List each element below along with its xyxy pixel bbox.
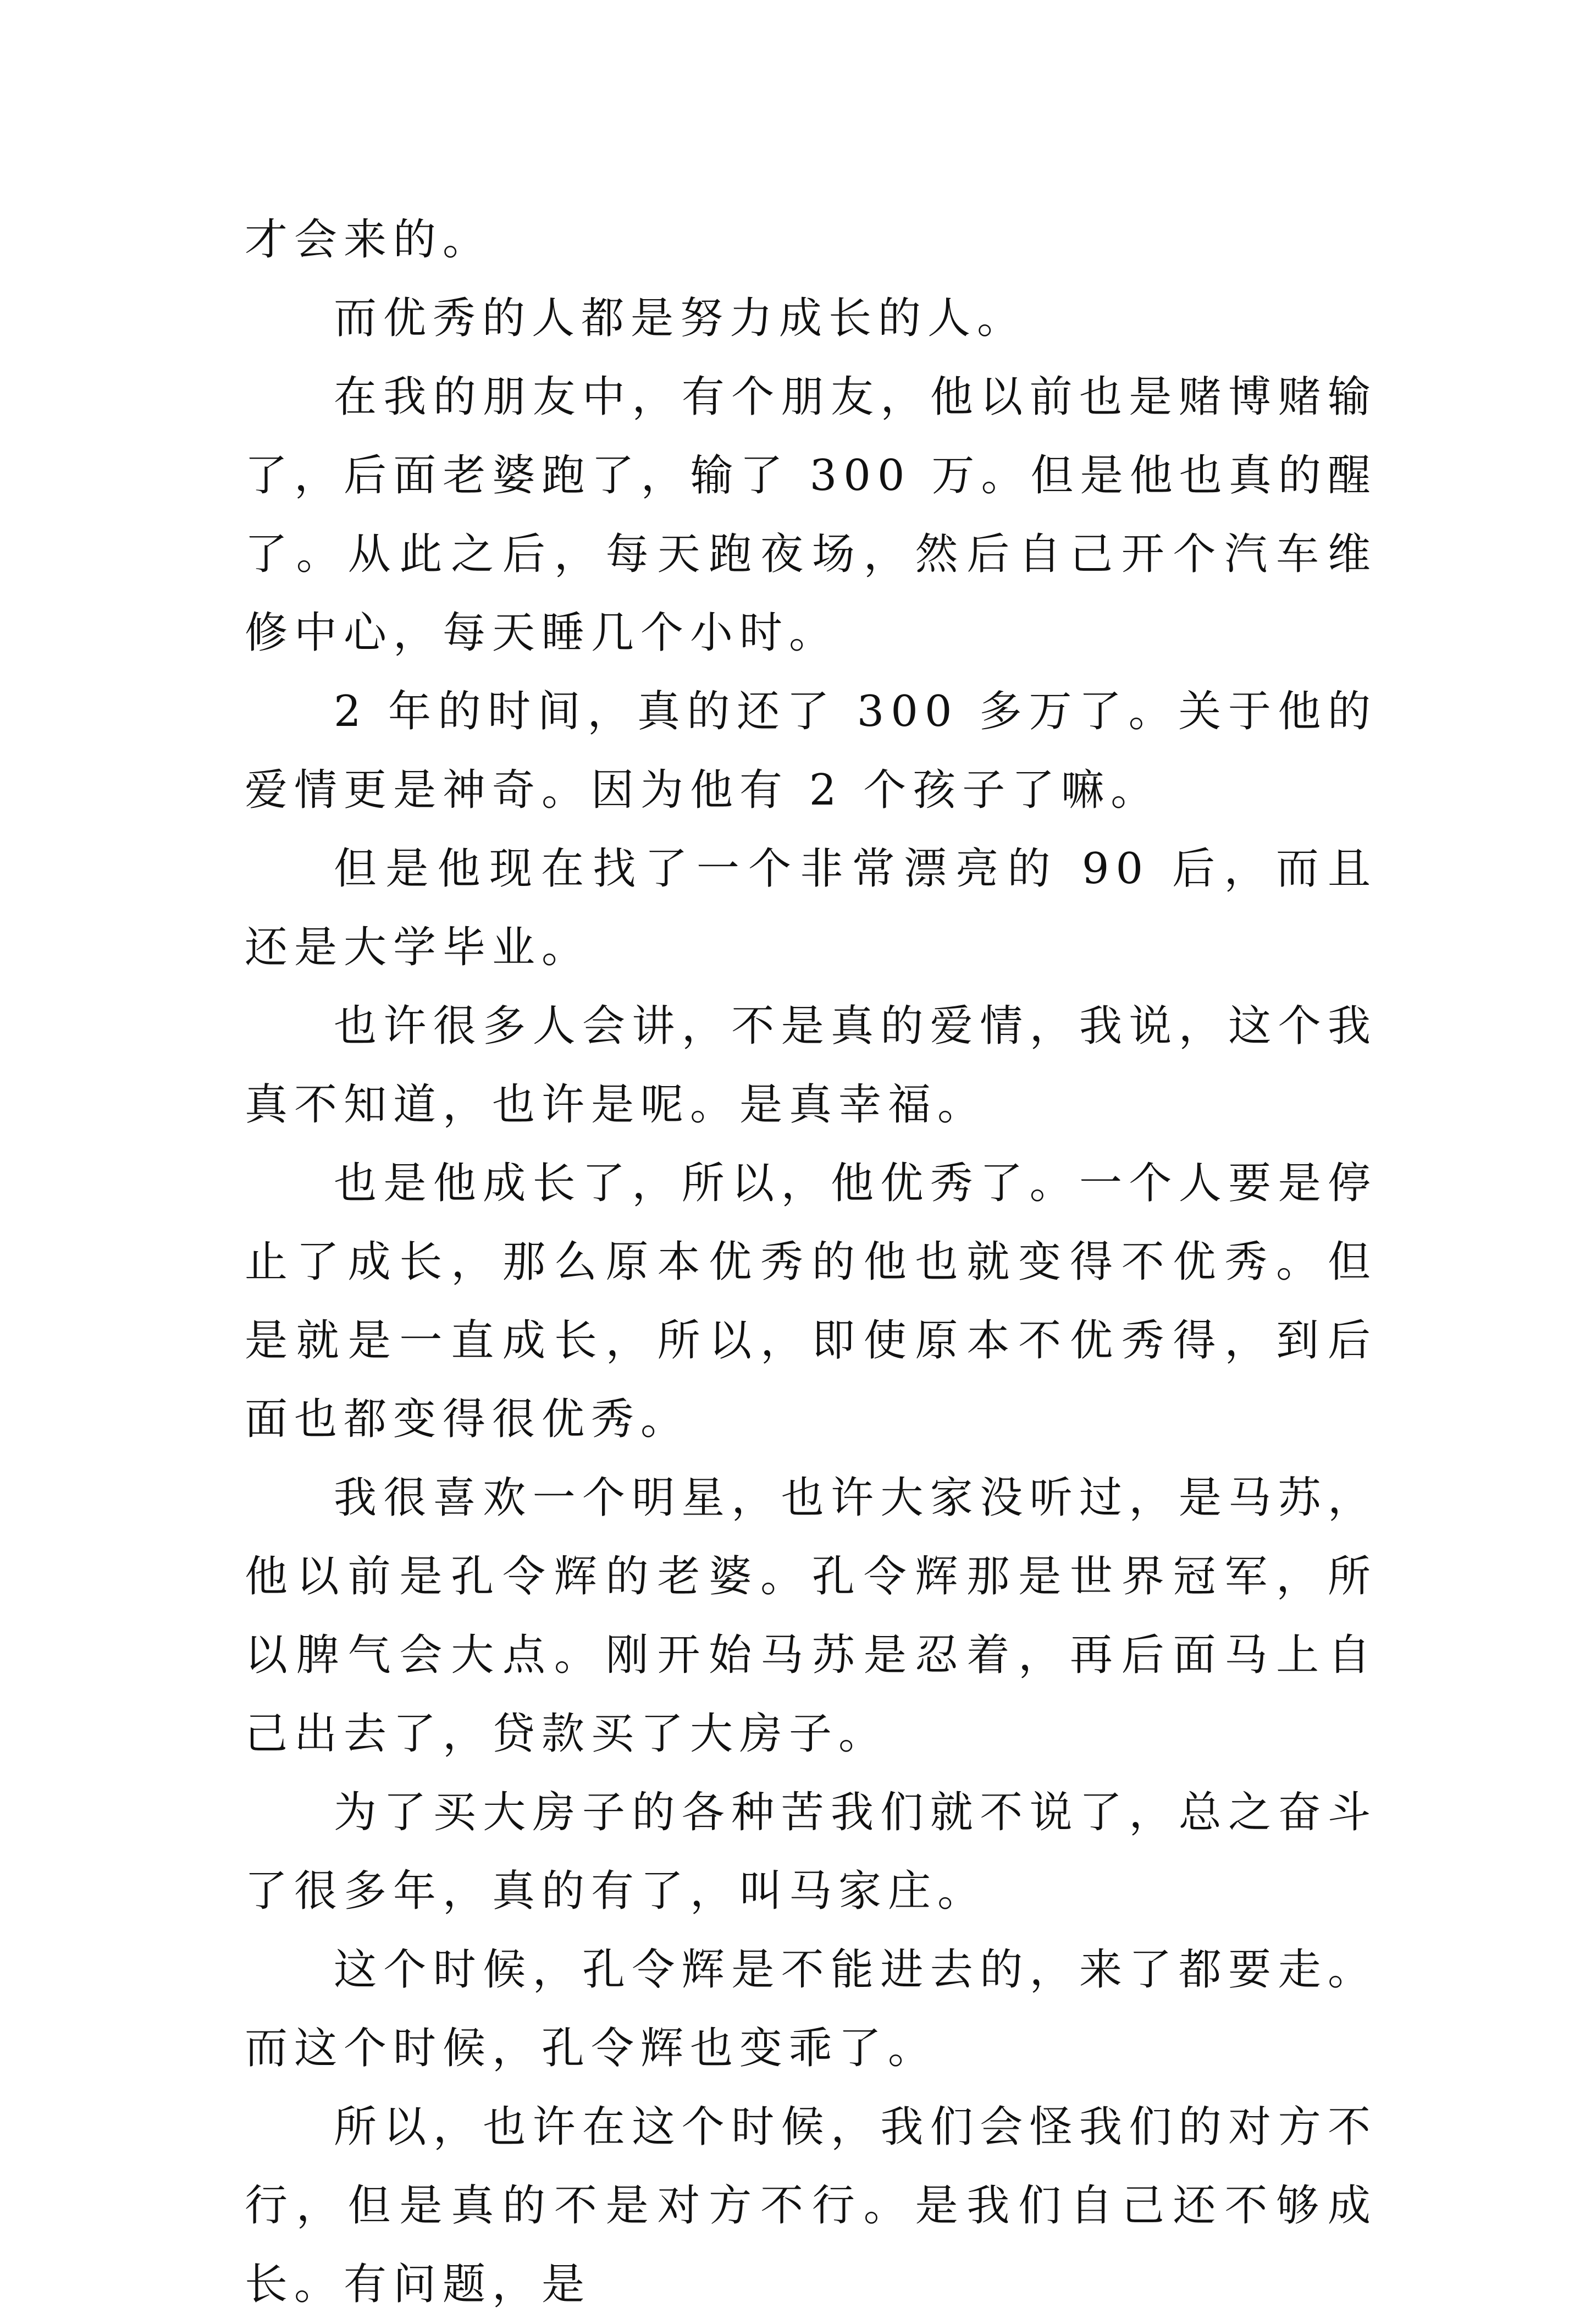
paragraph-9: 为了买大房子的各种苦我们就不说了，总之奋斗了很多年，真的有了，叫马家庄。 bbox=[245, 1788, 1377, 1916]
paragraph-4: 2 年的时间，真的还了 300 多万了。关于他的爱情更是神奇。因为他有 2 个孩子了嘛。 bbox=[245, 687, 1377, 815]
paragraph-8: 我很喜欢一个明星，也许大家没听过，是马苏，他以前是孔令辉的老婆。孔令辉那是世界冠军，所以脾气会大点。刚开始马苏是忍着，再后面马上自己出去了，贷款买了大房子。 bbox=[245, 1473, 1377, 1759]
paragraph-1: 才会来的。 bbox=[245, 215, 493, 265]
paragraph-10: 这个时候，孔令辉是不能进去的，来了都要走。而这个时候，孔令辉也变乖了。 bbox=[245, 1945, 1377, 2073]
paragraph-2: 而优秀的人都是努力成长的人。 bbox=[334, 294, 1027, 343]
paragraph-3: 在我的朋友中，有个朋友，他以前也是赌博赌输了，后面老婆跑了，输了 300 万。但是他也真的醒了。从此之后，每天跑夜场，然后自己开个汽车维修中心，每天睡几个小时。 bbox=[245, 372, 1377, 658]
paragraph-11: 所以，也许在这个时候，我们会怪我们的对方不行，但是真的不是对方不行。是我们自己还不够成长。有问题，是 bbox=[245, 2102, 1377, 2309]
paragraph-7: 也是他成长了，所以，他优秀了。一个人要是停止了成长，那么原本优秀的他也就变得不优秀。但是就是一直成长，所以，即使原本不优秀得，到后面也都变得很优秀。 bbox=[245, 1159, 1377, 1444]
paragraph-6: 也许很多人会讲，不是真的爱情，我说，这个我真不知道，也许是呢。是真幸福。 bbox=[245, 1001, 1377, 1130]
paragraph-5: 但是他现在找了一个非常漂亮的 90 后，而且还是大学毕业。 bbox=[245, 844, 1377, 972]
document-body bbox=[245, 201, 1377, 2324]
